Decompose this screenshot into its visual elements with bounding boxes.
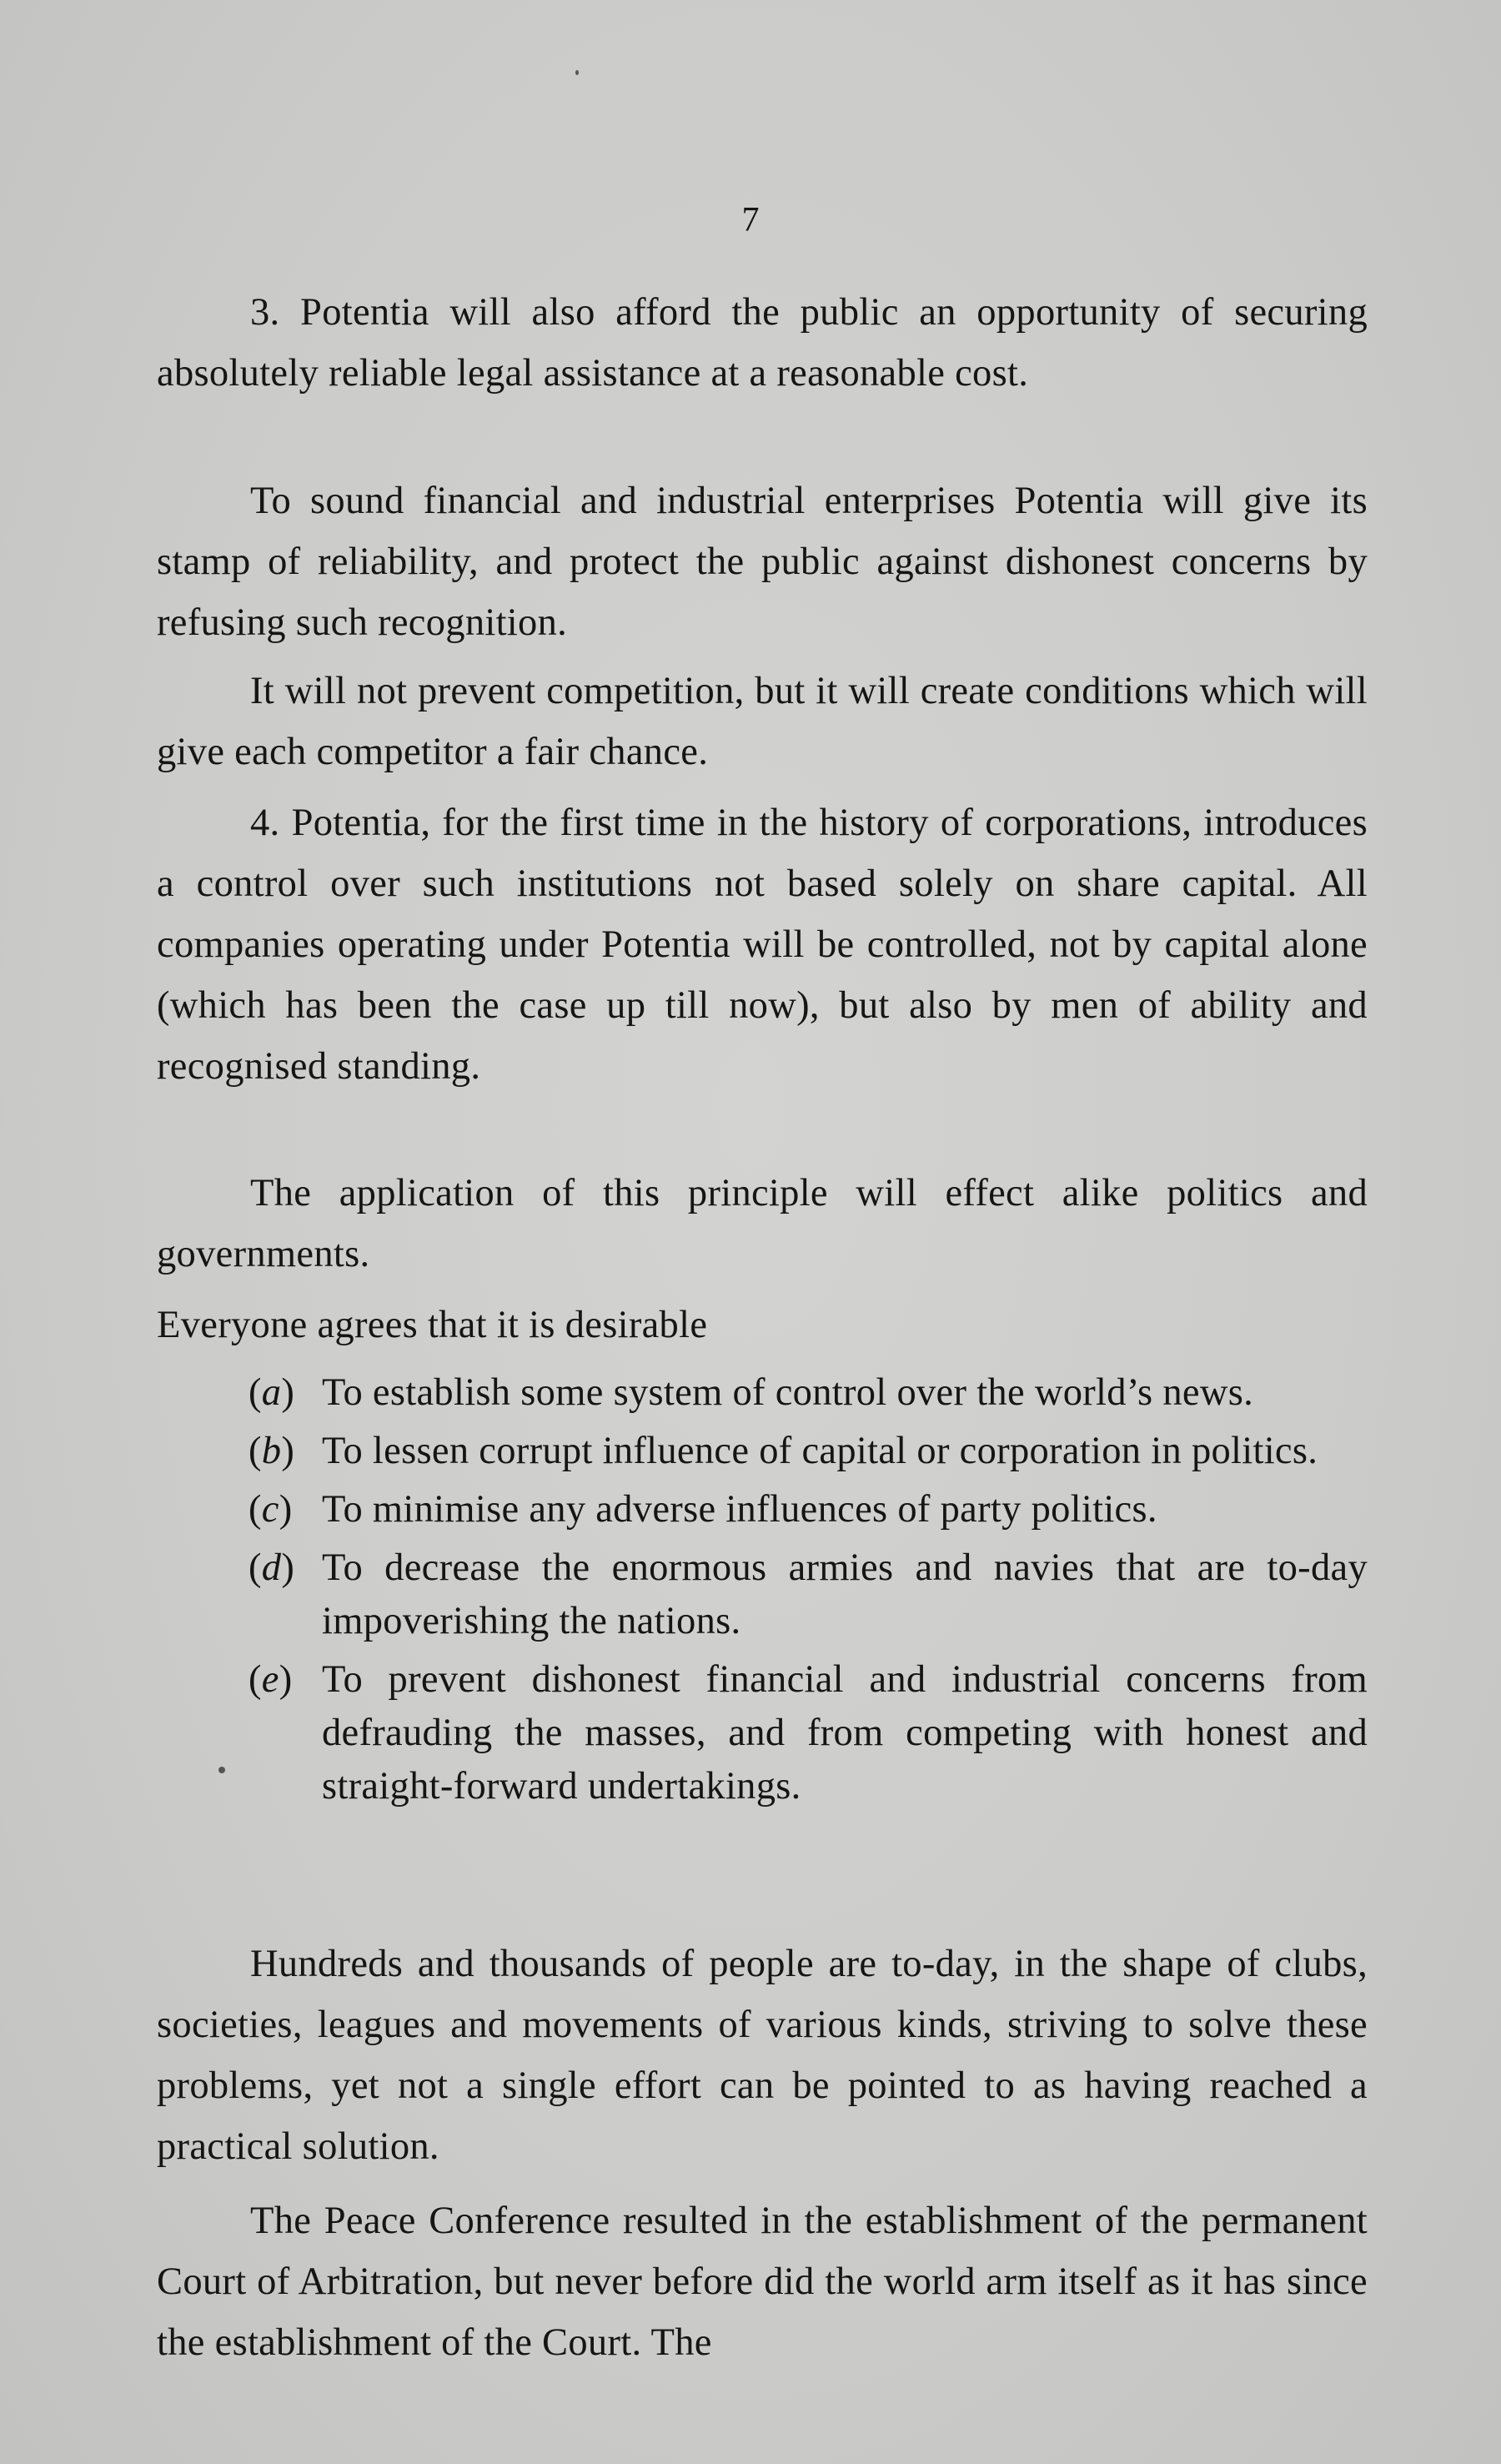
paragraph-hundreds: Hundreds and thousands of people are to-day, in the shape of clubs, societies, leagues and movements of various kinds, striving to solve these problems, yet not a single effort can be pointed to as having reached a practical solution. — [157, 1943, 1368, 2168]
paragraph-list-intro: Everyone agrees that it is desirable — [157, 1304, 708, 1346]
ink-speck — [575, 70, 579, 75]
paragraph-point-3: 3. Potentia will also afford the public an opportunity of securing absolutely reliable legal assistance at a reasonable cost. — [157, 291, 1368, 395]
desirable-list — [248, 1366, 1368, 1818]
list-item — [248, 1541, 1368, 1648]
paragraph-point-4: 4. Potentia, for the first time in the history of corporations, introduces a control over such institutions not based solely on share capital. All companies operating under Potentia will be controlled, not by capital alone (which has been the case up till now), but also by men of ability and recognised standing. — [157, 802, 1368, 1088]
paragraph-competition: It will not prevent competition, but it will create conditions which will give each competitor a fair chance. — [157, 670, 1368, 773]
ink-speck — [218, 1767, 225, 1773]
list-item-text: To minimise any adverse influences of party politics. — [322, 1488, 1157, 1531]
list-item — [248, 1483, 1368, 1536]
list-item-text: To prevent dishonest financial and industrial concerns from defrauding the masses, and from competing with honest and straight-forward undertakings. — [322, 1658, 1368, 1808]
list-item — [248, 1366, 1368, 1420]
list-item-text: To decrease the enormous armies and navies that are to-day impoverishing the nations. — [322, 1546, 1368, 1642]
list-item — [248, 1425, 1368, 1478]
list-item — [248, 1653, 1368, 1813]
list-marker: (d) — [248, 1546, 295, 1589]
paragraph-peace-conference: The Peace Conference resulted in the establishment of the permanent Court of Arbitration, but never before did the world arm itself as it has since the establishment of the Court. The — [157, 2200, 1368, 2364]
list-marker: (c) — [248, 1488, 293, 1531]
list-marker: (a) — [248, 1371, 295, 1414]
list-marker: (b) — [248, 1430, 295, 1472]
paragraph-reliability: To sound financial and industrial enterprises Potentia will give its stamp of reliability, and protect the public against dishonest concerns by refusing such recognition. — [157, 480, 1368, 644]
page-number: 7 — [741, 201, 760, 239]
list-item-text: To lessen corrupt influence of capital or corporation in politics. — [322, 1430, 1318, 1472]
list-marker: (e) — [248, 1658, 293, 1701]
paragraph-principle: The application of this principle will effect alike politics and governments. — [157, 1172, 1368, 1275]
list-item-text: To establish some system of control over the world’s news. — [322, 1371, 1254, 1414]
